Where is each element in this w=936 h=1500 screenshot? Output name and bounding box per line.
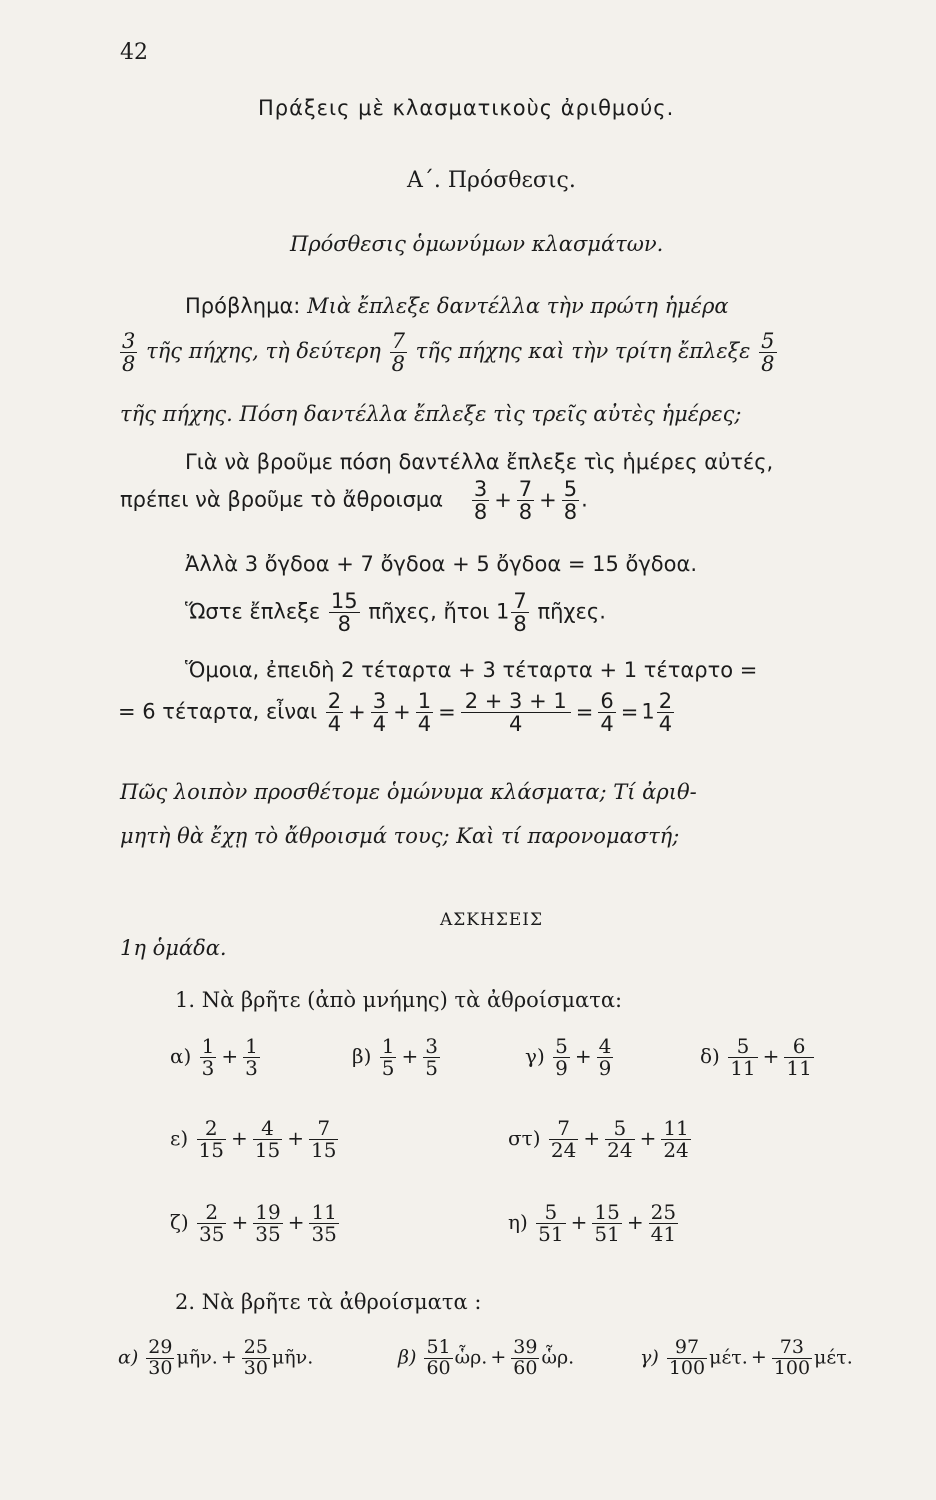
denominator: 11 [730,1056,756,1080]
numerator: 19 [255,1200,281,1224]
denominator: 100 [668,1356,706,1379]
exercise-1-prompt: 1. Νὰ βρῆτε (ἀπὸ μνήμης) τὰ ἀθροίσματα: [175,988,623,1012]
exercise-item: δ) $\frac{5}{11}$ + $\frac{6}{11}$ [700,1034,812,1080]
fraction [461,690,571,735]
fraction [253,1118,282,1161]
numerator: 11 [663,1116,689,1140]
fraction [243,1036,260,1079]
exercise-item: η) $\frac{5}{51}$ + $\frac{15}{51}$ + $\frac{25}{41}$ [508,1200,677,1246]
fraction [371,690,388,735]
unit: μέτ. [814,1346,853,1369]
fraction [728,1036,757,1079]
fraction [553,1036,570,1079]
fraction [517,478,534,523]
solution-line-5: Ὅμοια, ἐπειδὴ 2 τέταρτα + 3 τέταρτα + 1 τέταρτο = [185,658,758,682]
fraction [536,1202,565,1245]
numerator: 7 [518,477,533,501]
fraction [598,690,615,735]
denominator: 35 [199,1222,225,1246]
fraction [309,1202,338,1245]
item-label: στ) [508,1126,541,1150]
subsection-heading: Πρόσθεσις ὁμωνύμων κλασμάτων. [290,232,664,256]
fraction [472,478,489,523]
solution-text-6a: = 6 τέταρτα, εἶναι [118,699,318,724]
denominator: 11 [786,1056,812,1080]
page-title: Πράξεις μὲ κλασματικοὺς ἀριθμούς. [258,96,675,120]
solution-line-1: Γιὰ νὰ βροῦμε πόση δαντέλλα ἔπλεξε τὶς ἡμέρες αὐτές, [185,450,774,474]
numerator: 2 + 3 + 1 [464,689,567,713]
fraction [657,690,674,735]
denominator: 8 [563,500,578,525]
fraction [380,1036,397,1079]
numerator: 15 [594,1200,620,1224]
exercises-heading: ΑΣΚΗΣΕΙΣ [440,910,543,930]
numerator: 2 [658,689,673,713]
solution-text-4c: πῆχες. [537,599,606,624]
fraction [661,1118,690,1161]
fraction [120,330,137,375]
fraction [197,1202,226,1245]
fraction [416,690,433,735]
fraction [309,1118,338,1161]
fraction [390,330,407,375]
denominator: 60 [426,1356,451,1379]
numerator: 5 [736,1034,750,1058]
fraction [597,1036,614,1079]
unit: μῆν. [176,1346,218,1369]
denominator: 4 [327,712,342,737]
unit: ὧρ. [541,1346,575,1369]
denominator: 4 [461,712,571,735]
denominator: 35 [311,1222,337,1246]
problem-text-2: τῆς πήχης, τὴ δεύτερη [146,339,381,364]
fraction [649,1202,678,1245]
problem-label: Πρόβλημα: [185,294,301,318]
exercise-item: α) $\frac{1}{3}$ + $\frac{1}{3}$ [170,1034,258,1080]
numerator: 7 [317,1116,331,1140]
denominator: 3 [245,1056,258,1080]
solution-line-2: πρέπει νὰ βροῦμε τὸ ἄθροισμα $\frac{3}{8}$ + $\frac{7}{8}$ + $\frac{5}{8}$ . [120,477,588,525]
numerator: 3 [425,1034,438,1058]
fraction [146,1338,174,1379]
numerator: 1 [417,689,432,713]
exercise-item: στ) $\frac{7}{24}$ + $\frac{5}{24}$ + $\frac{11}{24}$ [508,1116,689,1162]
exercise-item: β) $\frac{51}{60}$ ὧρ. + $\frac{39}{60}$ ὧρ. [398,1336,575,1379]
exercise-item: β) $\frac{1}{5}$ + $\frac{3}{5}$ [352,1034,438,1080]
fraction [605,1118,634,1161]
exercise-group: 1η ὁμάδα. [120,936,227,960]
problem-line-3: τῆς πήχης. Πόση δαντέλλα ἔπλεξε τὶς τρεῖς αὐτὲς ἡμέρες; [120,402,742,426]
mixed-whole: 1 [641,699,655,724]
item-label: ε) [170,1126,189,1150]
numerator: 51 [426,1336,451,1358]
denominator: 3 [201,1056,215,1080]
item-label: β) [352,1044,372,1068]
denominator: 24 [663,1138,689,1162]
numerator: 1 [381,1034,395,1058]
exercise-item: ε) $\frac{2}{15}$ + $\frac{4}{15}$ + $\frac{7}{15}$ [170,1116,337,1162]
fraction [562,478,579,523]
numerator: 2 [327,689,342,713]
numerator: 73 [779,1336,804,1358]
denominator: 8 [473,500,488,525]
denominator: 15 [198,1138,224,1162]
numerator: 3 [372,689,387,713]
fraction [772,1338,812,1379]
exercise-item: γ) $\frac{5}{9}$ + $\frac{4}{9}$ [525,1034,612,1080]
denominator: 51 [594,1222,620,1246]
section-heading: Α΄. Πρόσθεσις. [407,168,576,193]
numerator: 15 [330,589,358,613]
fraction [759,330,776,375]
item-label: β) [398,1346,417,1369]
unit: μέτ. [709,1346,748,1369]
solution-text-4b: πῆχες, ἤτοι 1 [368,599,510,624]
fraction [511,590,528,635]
numerator: 5 [555,1034,568,1058]
numerator: 3 [473,477,488,501]
denominator: 30 [243,1356,268,1379]
numerator: 7 [557,1116,570,1140]
denominator: 4 [658,712,673,737]
denominator: 9 [598,1056,612,1080]
item-label: δ) [700,1044,720,1068]
numerator: 5 [563,477,578,501]
numerator: 7 [391,329,405,353]
question-line-1: Πῶς λοιπὸν προσθέτομε ὁμώνυμα κλάσματα; Τί ἀριθ- [120,780,697,804]
numerator: 4 [261,1116,274,1140]
numerator: 5 [761,329,775,353]
problem-line-2 [118,330,779,375]
fraction [200,1036,217,1079]
problem-text-3: τῆς πήχης καὶ τὴν τρίτη ἔπλεξε [415,339,751,364]
denominator: 9 [555,1056,568,1080]
exercise-2-prompt: 2. Νὰ βρῆτε τὰ ἀθροίσματα : [175,1290,482,1314]
denominator: 5 [425,1056,438,1080]
question-line-2: μητὴ θὰ ἔχῃ τὸ ἄθροισμά τους; Καὶ τί παρονομαστή; [120,824,680,848]
numerator: 6 [792,1034,806,1058]
solution-text-2: πρέπει νὰ βροῦμε τὸ ἄθροισμα [120,487,444,512]
item-label: γ) [525,1044,545,1068]
denominator: 8 [329,612,360,635]
denominator: 8 [518,500,533,525]
denominator: 15 [310,1138,337,1162]
item-label: ζ) [170,1210,189,1234]
denominator: 8 [122,352,136,377]
numerator: 4 [598,1034,612,1058]
denominator: 4 [600,712,614,737]
fraction [326,690,343,735]
denominator: 60 [513,1356,538,1379]
exercise-item: γ) $\frac{97}{100}$ μέτ. + $\frac{73}{100}$ μέτ. [640,1336,853,1379]
denominator: 8 [391,352,405,377]
numerator: 2 [204,1116,218,1140]
denominator: 41 [650,1222,677,1246]
denominator: 8 [761,352,775,377]
numerator: 2 [205,1200,219,1224]
denominator: 35 [255,1222,281,1246]
numerator: 29 [148,1336,173,1358]
item-label: η) [508,1210,528,1234]
fraction [329,590,360,635]
numerator: 1 [245,1034,258,1058]
numerator: 97 [674,1336,700,1358]
problem-line-1 [185,296,729,317]
denominator: 15 [254,1138,281,1162]
fraction [423,1036,440,1079]
numerator: 1 [201,1034,215,1058]
numerator: 5 [613,1116,627,1140]
denominator: 24 [607,1138,633,1162]
denominator: 30 [148,1356,173,1379]
fraction [784,1036,813,1079]
numerator: 6 [600,689,614,713]
denominator: 8 [513,612,527,637]
numerator: 5 [544,1200,558,1224]
numerator: 11 [311,1200,337,1224]
numerator: 25 [243,1336,268,1358]
numerator: 39 [513,1336,538,1358]
fraction [197,1118,226,1161]
item-label: α) [118,1346,139,1369]
fraction [511,1338,539,1379]
exercise-item: ζ) $\frac{2}{35}$ + $\frac{19}{35}$ + $\frac{11}{35}$ [170,1200,337,1246]
unit: ὧρ. [454,1346,488,1369]
solution-line-4 [185,590,606,635]
fraction [549,1118,578,1161]
item-label: α) [170,1044,192,1068]
denominator: 100 [773,1356,811,1379]
unit: μῆν. [271,1346,314,1369]
numerator: 7 [513,589,527,613]
fraction [592,1202,621,1245]
fraction [424,1338,452,1379]
denominator: 4 [417,712,432,737]
item-label: γ) [640,1346,659,1369]
solution-line-6: = 6 τέταρτα, εἶναι $\frac{2}{4}$ + $\frac{3}{4}$ + $\frac{1}{4}$ = $\frac{2 + 3 + 1}{4}$ = $\frac{6}{4}$ = 1 $\frac{2}{4}$ [118,689,673,737]
fraction [667,1338,707,1379]
solution-line-3: Ἀλλὰ 3 ὄγδοα + 7 ὄγδοα + 5 ὄγδοα = 15 ὄγδοα. [185,552,698,576]
exercise-item: α) $\frac{29}{30}$ μῆν. + $\frac{25}{30}$ μῆν. [118,1336,314,1379]
fraction [253,1202,282,1245]
fraction [242,1338,270,1379]
numerator: 25 [650,1200,677,1224]
page-number: 42 [120,40,148,65]
denominator: 51 [538,1222,564,1246]
numerator: 3 [122,329,136,353]
denominator: 4 [372,712,387,737]
denominator: 24 [550,1138,577,1162]
denominator: 5 [381,1056,395,1080]
solution-text-4a: Ὥστε ἔπλεξε [185,599,321,624]
problem-text-1: Μιὰ ἔπλεξε δαντέλλα τὴν πρώτη ἡμέρα [307,294,729,318]
